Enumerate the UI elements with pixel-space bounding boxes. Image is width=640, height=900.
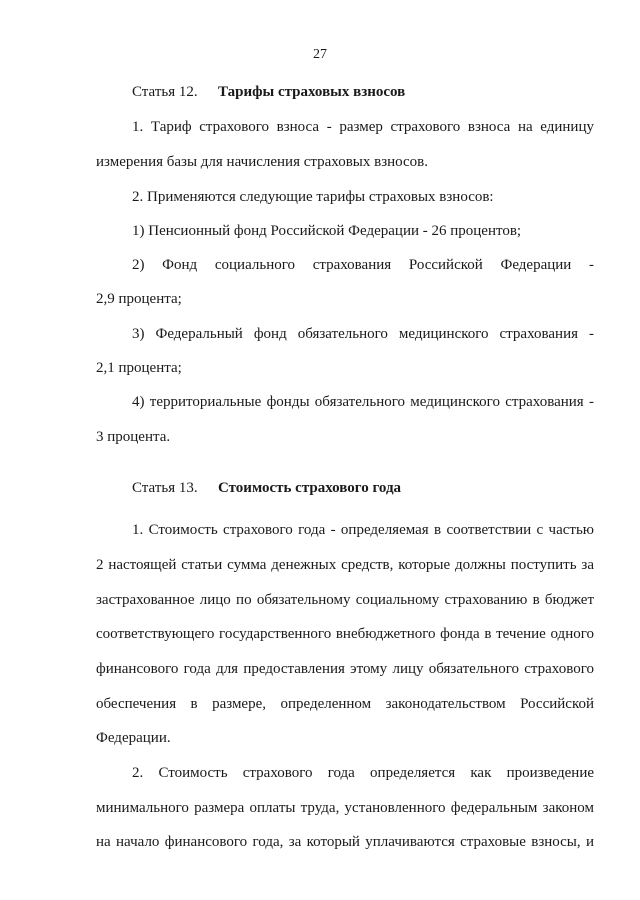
article-13-line-1: 1. Стоимость страхового года - определяемая в соответствии с частью	[132, 522, 594, 538]
article-12-line-7: 3) Федеральный фонд обязательного медицинского страхования -	[132, 326, 594, 342]
article-12-line-6: 2,9 процента;	[96, 291, 182, 307]
article-13-line-10: на начало финансового года, за который уплачиваются страховые взносы, и	[96, 834, 594, 850]
article-12-line-5: 2) Фонд социального страхования Российской Федерации -	[132, 257, 594, 273]
article-13-line-6: обеспечения в размере, определенном законодательством Российской	[96, 696, 594, 712]
article-12-line-3: 2. Применяются следующие тарифы страховых взносов:	[132, 189, 494, 205]
article-13-line-2: 2 настоящей статьи сумма денежных средств, которые должны поступить за	[96, 557, 594, 573]
article-12-line-2: измерения базы для начисления страховых взносов.	[96, 154, 429, 170]
page-number: 27	[313, 47, 327, 62]
article-12-line-9: 4) территориальные фонды обязательного медицинского страхования -	[132, 394, 594, 410]
article-13-line-5: финансового года для предоставления этому лицу обязательного страхового	[96, 661, 594, 677]
article-12-heading	[132, 83, 405, 101]
article-13-heading	[132, 479, 401, 497]
article-12-line-1: 1. Тариф страхового взноса - размер страхового взноса на единицу	[132, 119, 594, 135]
article-12-line-4: 1) Пенсионный фонд Российской Федерации - 26 процентов;	[132, 223, 522, 239]
article-13-line-9: минимального размера оплаты труда, установленного федеральным законом	[96, 800, 594, 816]
article-13-label: Статья 13.	[132, 480, 198, 496]
article-12-line-10: 3 процента.	[96, 429, 171, 445]
article-13-line-8: 2. Стоимость страхового года определяется как произведение	[132, 765, 594, 781]
article-13-line-7: Федерации.	[96, 730, 171, 746]
article-12-label: Статья 12.	[132, 84, 198, 100]
article-12-line-8: 2,1 процента;	[96, 360, 182, 376]
article-13-title: Стоимость страхового года	[218, 480, 402, 496]
article-13-line-4: соответствующего государственного внебюджетного фонда в течение одного	[96, 626, 594, 642]
article-13-line-3: застрахованное лицо по обязательному социальному страхованию в бюджет	[96, 592, 594, 608]
article-12-title: Тарифы страховых взносов	[218, 84, 406, 100]
